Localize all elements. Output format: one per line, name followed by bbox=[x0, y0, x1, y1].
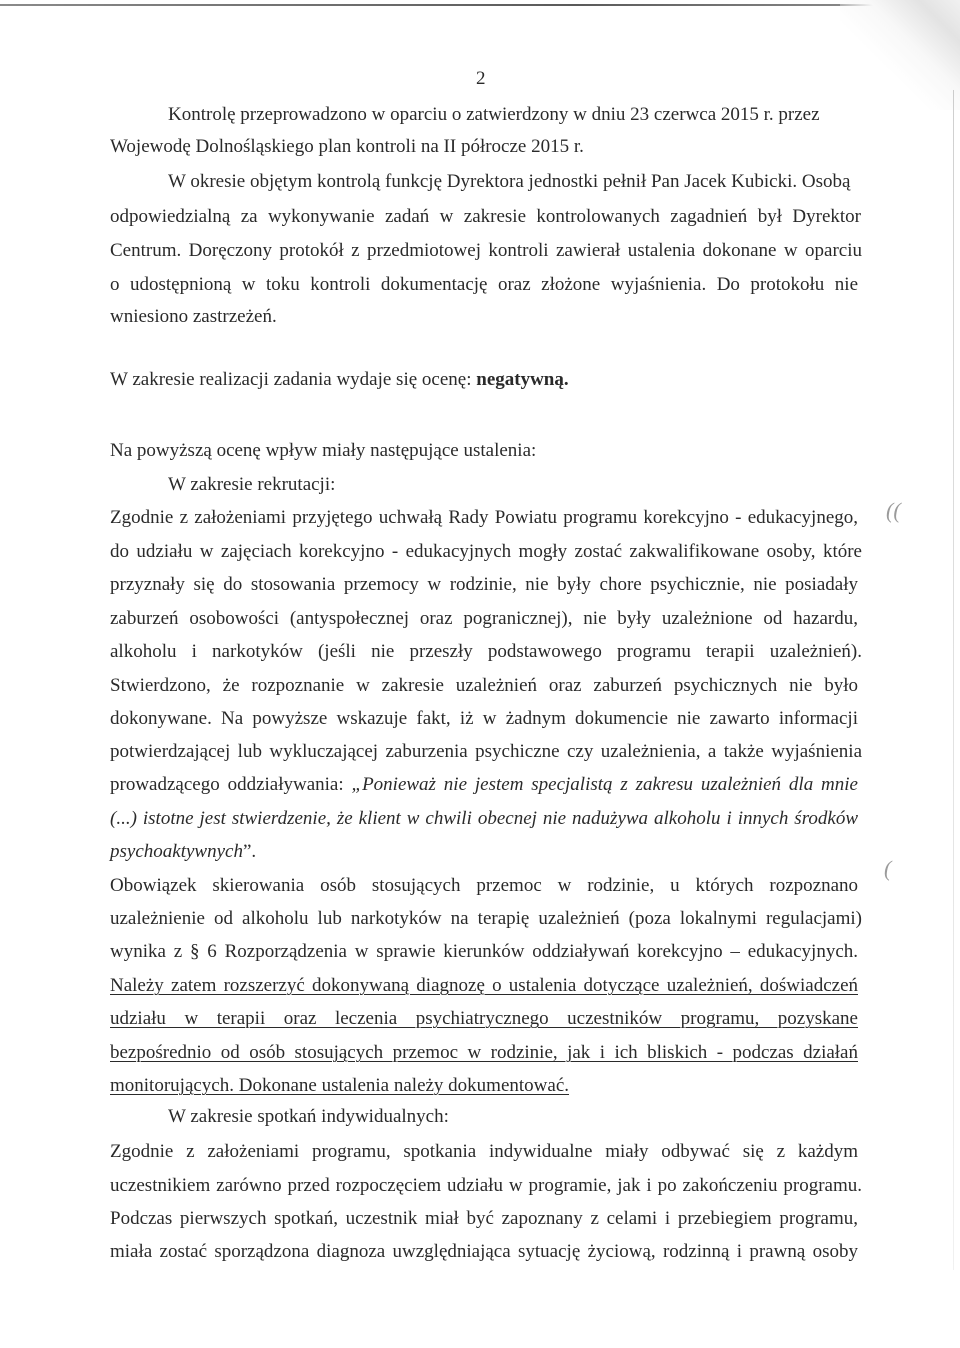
quote-end: psychoaktywnych bbox=[110, 841, 243, 862]
text-line: Kontrolę przeprowadzono w oparciu o zatwierdzony w dniu 23 czerwca 2015 r. przez bbox=[168, 104, 820, 125]
text-line: Wojewodę Dolnośląskiego plan kontroli na II półrocze 2015 r. bbox=[110, 136, 584, 157]
underlined-line: monitorujących. Dokonane ustalenia należy dokumentować. bbox=[110, 1075, 570, 1096]
margin-mark: (( bbox=[886, 498, 901, 523]
quote-start: „Ponieważ nie jestem specjalistą z zakresu uzależnień dla mnie bbox=[351, 774, 858, 795]
underlined-line: bezpośrednio od osób stosujących przemoc w rodzinie, jak i ich bliskich - podczas działań bbox=[110, 1042, 858, 1063]
text-line: Zgodnie z założeniami programu, spotkania indywidualne miały odbywać się z każdym bbox=[110, 1141, 858, 1162]
text-line: miała zostać sporządzona diagnoza uwzględniająca sytuację życiową, rodzinną i prawną osoby bbox=[110, 1241, 858, 1262]
page-corner-fold bbox=[840, 0, 960, 110]
assessment-line bbox=[110, 369, 569, 391]
quote-close: ”. bbox=[242, 841, 257, 862]
text-line: W okresie objętym kontrolą funkcję Dyrektora jednostki pełnił Pan Jacek Kubicki. Osobą bbox=[168, 171, 851, 192]
quote-line: (...) istotne jest stwierdzenie, że klient w chwili obecnej nie nadużywa alkoholu i innych środków bbox=[110, 808, 858, 829]
assessment-label: W zakresie realizacji zadania wydaje się ocenę: bbox=[110, 369, 477, 390]
scan-edge-line bbox=[0, 4, 960, 6]
margin-mark: ( bbox=[884, 856, 892, 881]
text-line: zaburzeń osobowości (antyspołecznej oraz pogranicznej), nie były uzależnione od hazardu, bbox=[110, 608, 858, 629]
text-line: Stwierdzono, że rozpoznanie w zakresie uzależnień oraz zaburzeń psychicznych nie było bbox=[110, 675, 858, 696]
section-heading: W zakresie spotkań indywidualnych: bbox=[168, 1106, 449, 1127]
quote-line bbox=[110, 774, 858, 796]
text-line: potwierdzającej lub wykluczającej zaburzenia psychiczne czy uzależnienia, a także wyjaśnienia bbox=[110, 741, 862, 762]
section-heading: W zakresie rekrutacji: bbox=[168, 474, 336, 495]
text-line: Centrum. Doręczony protokół z przedmiotowej kontroli zawierał ustalenia dokonane w oparciu bbox=[110, 240, 862, 261]
text-line: Zgodnie z założeniami przyjętego uchwałą Rady Powiatu programu korekcyjno - edukacyjnego, bbox=[110, 507, 858, 528]
text-line: przyznały się do stosowania przemocy w rodzinie, nie były chore psychicznie, nie posiadały bbox=[110, 574, 858, 595]
page-right-edge bbox=[953, 90, 954, 1270]
text-line: uczestnikiem zarówno przed rozpoczęciem udziału w programie, jak i po zakończeniu programu. bbox=[110, 1175, 862, 1196]
text-line: wynika z § 6 Rozporządzenia w sprawie kierunków oddziaływań korekcyjno – edukacyjnych. bbox=[110, 941, 858, 962]
text-line: uzależnienie od alkoholu lub narkotyków na terapię uzależnień (poza lokalnymi regulacjami) bbox=[110, 908, 862, 929]
text-line: Obowiązek skierowania osób stosujących przemoc w rodzinie, u których rozpoznano bbox=[110, 875, 858, 896]
text-line: Podczas pierwszych spotkań, uczestnik miał być zapoznany z celami i przebiegiem programu, bbox=[110, 1208, 858, 1229]
assessment-result: negatywną. bbox=[476, 369, 569, 390]
text-line: wniesiono zastrzeżeń. bbox=[110, 306, 277, 327]
text-line: o udostępnioną w toku kontroli dokumentację oraz złożone wyjaśnienia. Do protokołu nie bbox=[110, 274, 858, 295]
text-line: do udziału w zajęciach korekcyjno - edukacyjnych mogły zostać zakwalifikowane osoby, które bbox=[110, 541, 862, 562]
quote-end-line bbox=[110, 841, 256, 863]
text-line: Na powyższą ocenę wpływ miały następujące ustalenia: bbox=[110, 440, 537, 461]
underlined-line: Należy zatem rozszerzyć dokonywaną diagnozę o ustalenia dotyczące uzależnień, doświadczeń bbox=[110, 975, 858, 996]
underlined-line: udziału w terapii oraz leczenia psychiatrycznego uczestników programu, pozyskane bbox=[110, 1008, 858, 1029]
text-line: dokonywane. Na powyższe wskazuje fakt, iż w żadnym dokumencie nie zawarto informacji bbox=[110, 708, 858, 729]
text-line: alkoholu i narkotyków (jeśli nie przeszły podstawowego programu terapii uzależnień). bbox=[110, 641, 862, 662]
text-line: odpowiedzialną za wykonywanie zadań w zakresie kontrolowanych zagadnień był Dyrektor bbox=[110, 206, 861, 227]
quote-intro: prowadzącego oddziaływania: bbox=[110, 774, 352, 795]
page-number: 2 bbox=[476, 68, 486, 89]
